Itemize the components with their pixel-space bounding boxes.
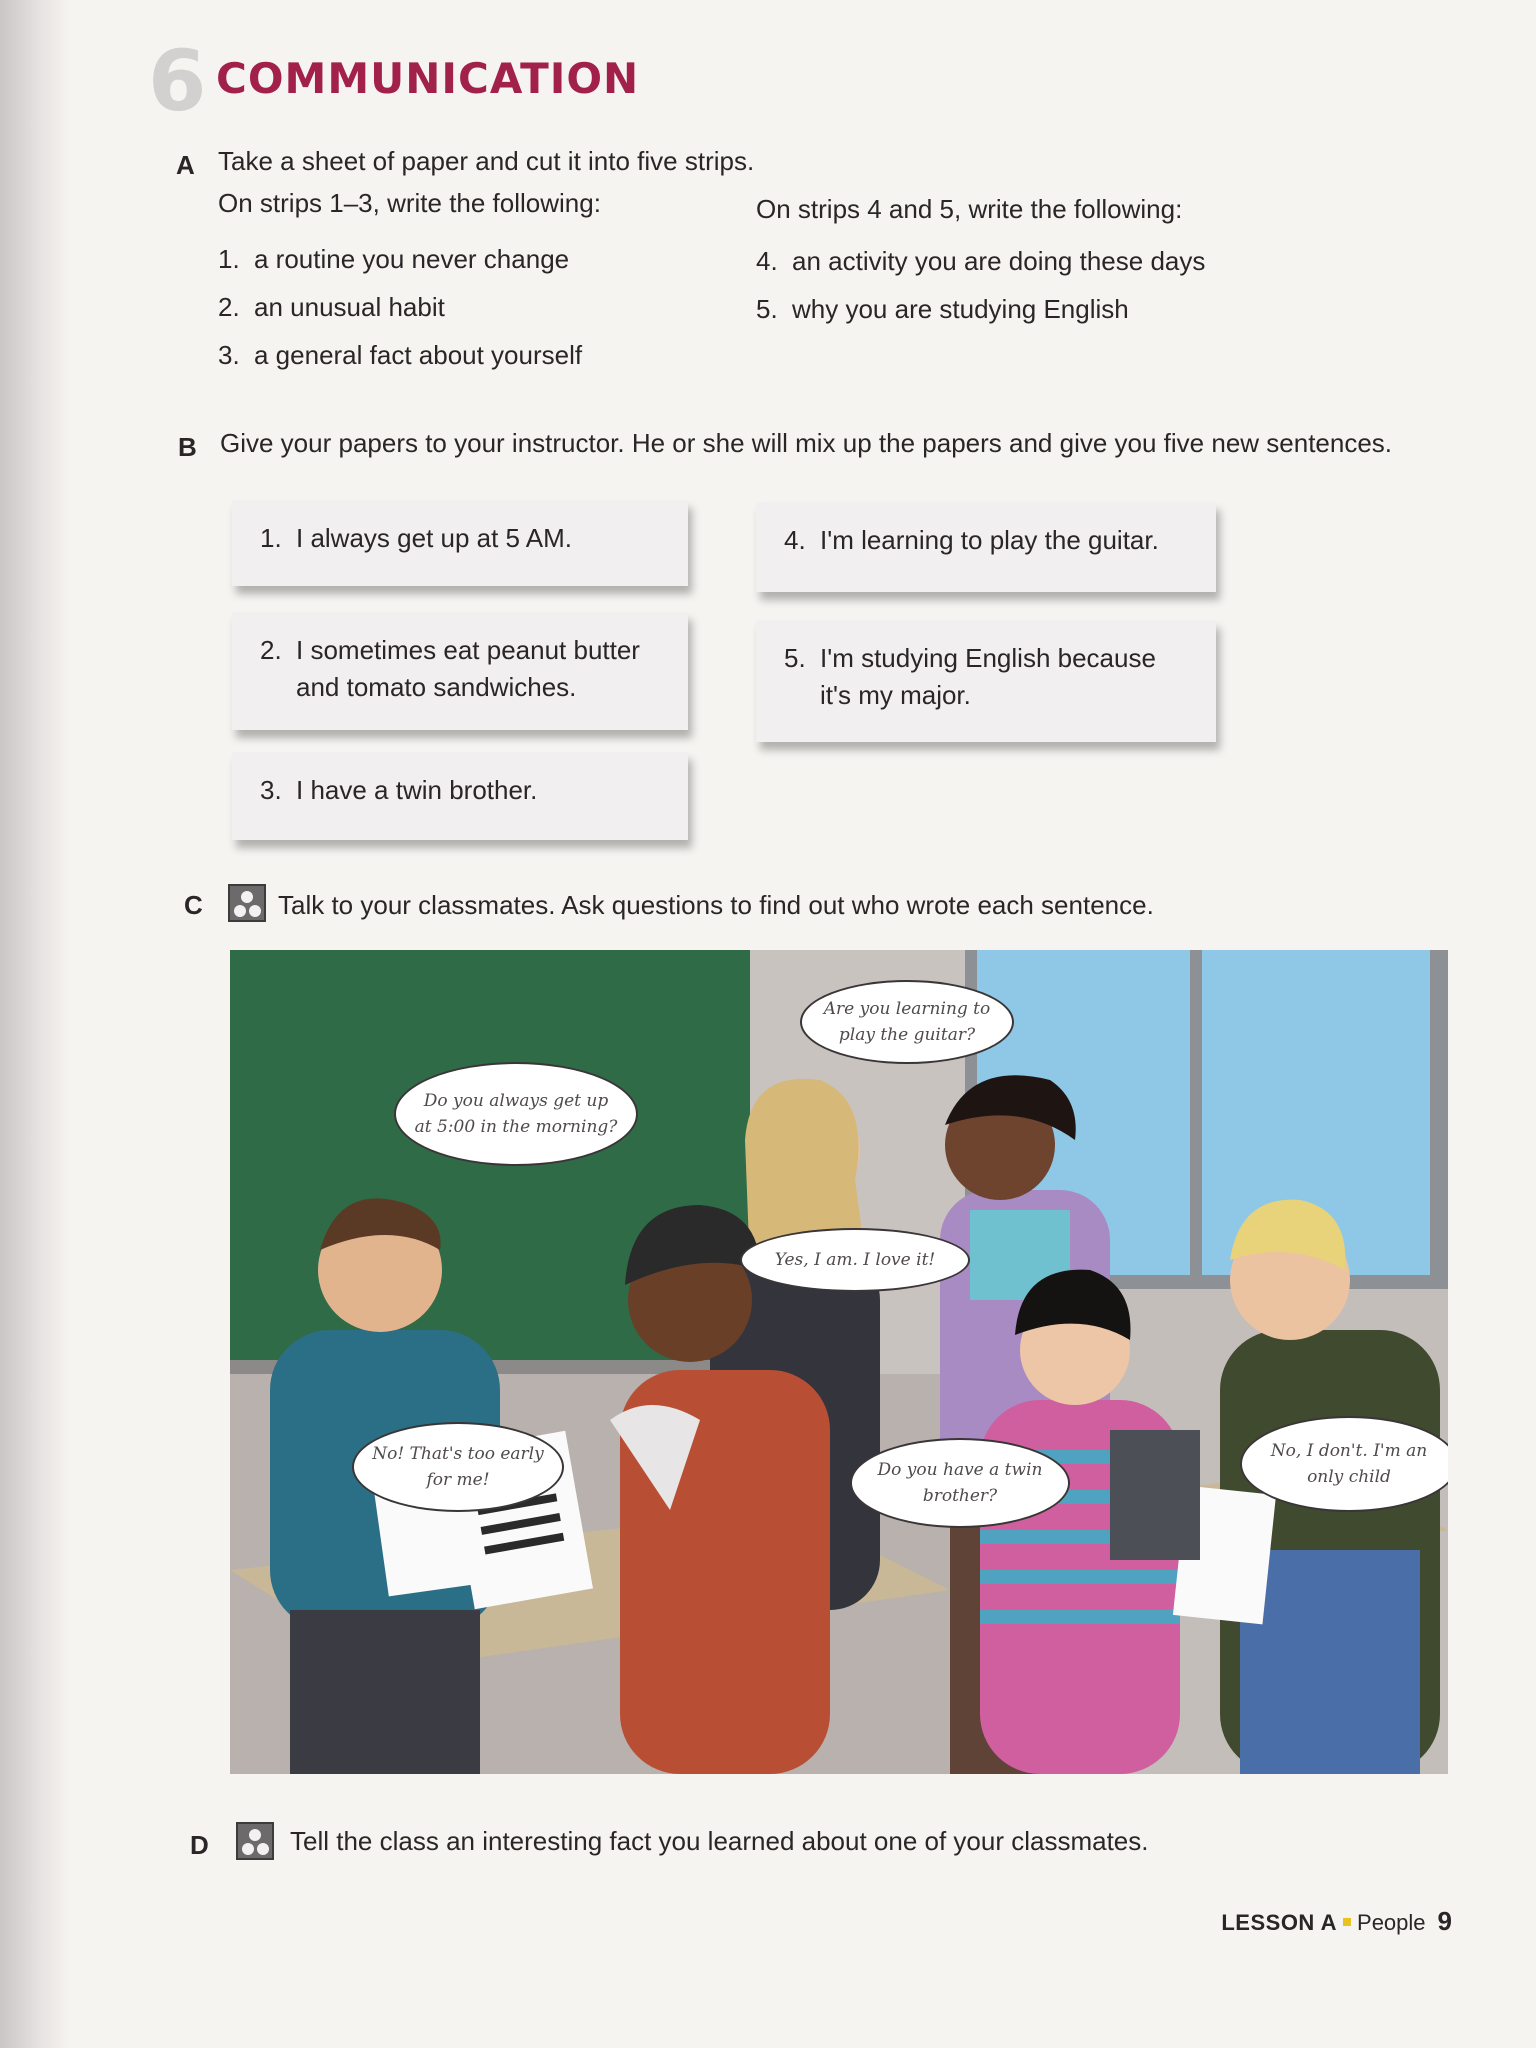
paper-strip-2: 2. I sometimes eat peanut butter and tomato sandwiches. <box>232 612 688 730</box>
part-a-right-list <box>756 246 1205 342</box>
speech-bubble-4: No! That's too early for me! <box>352 1422 564 1512</box>
section-title: COMMUNICATION <box>216 54 640 103</box>
part-a-letter: A <box>176 150 195 180</box>
speech-bubble-3: Yes, I am. I love it! <box>740 1228 970 1292</box>
page-number: 9 <box>1437 1906 1452 1936</box>
part-a-left-list <box>218 244 582 388</box>
pair-work-icon <box>228 884 266 922</box>
part-b-instruction: Give your papers to your instructor. He or she will mix up the papers and give you five new sentences. <box>220 428 1393 458</box>
part-c-letter: C <box>184 890 203 920</box>
speech-bubble-6: No, I don't. I'm an only child <box>1240 1416 1448 1512</box>
page-footer <box>1221 1906 1452 1937</box>
part-d-instruction: Tell the class an interesting fact you learned about one of your classmates. <box>290 1826 1149 1856</box>
part-a-left-header: On strips 1–3, write the following: <box>218 188 601 218</box>
section-number: 6 <box>148 32 207 130</box>
paper-strip-5: 5. I'm studying English because it's my major. <box>756 620 1216 742</box>
part-a-right-header: On strips 4 and 5, write the following: <box>756 194 1183 224</box>
list-item: 1. a routine you never change <box>218 244 570 274</box>
bullet-icon <box>1343 1918 1351 1926</box>
list-item: 2. an unusual habit <box>218 292 445 322</box>
pair-work-icon <box>236 1822 274 1860</box>
page-gutter-shadow <box>0 0 70 2048</box>
paper-strip-3: 3. I have a twin brother. <box>232 752 688 840</box>
classroom-illustration <box>230 950 1448 1774</box>
lesson-label: LESSON A <box>1221 1910 1338 1935</box>
speech-bubble-1: Do you always get up at 5:00 in the morning? <box>394 1062 638 1166</box>
part-c-instruction: Talk to your classmates. Ask questions to find out who wrote each sentence. <box>278 890 1154 920</box>
part-b-letter: B <box>178 432 197 462</box>
list-item: 3. a general fact about yourself <box>218 340 583 370</box>
paper-strip-4: 4. I'm learning to play the guitar. <box>756 502 1216 592</box>
part-d-letter: D <box>190 1830 209 1860</box>
lesson-topic: People <box>1357 1910 1426 1935</box>
list-item: 4. an activity you are doing these days <box>756 246 1206 276</box>
classroom-scene <box>230 950 1448 1774</box>
list-item: 5. why you are studying English <box>756 294 1129 324</box>
speech-bubble-2: Are you learning to play the guitar? <box>800 980 1014 1064</box>
paper-strip-1: 1. I always get up at 5 AM. <box>232 500 688 586</box>
speech-bubble-5: Do you have a twin brother? <box>850 1438 1070 1528</box>
part-a-instruction: Take a sheet of paper and cut it into five strips. <box>218 146 755 176</box>
